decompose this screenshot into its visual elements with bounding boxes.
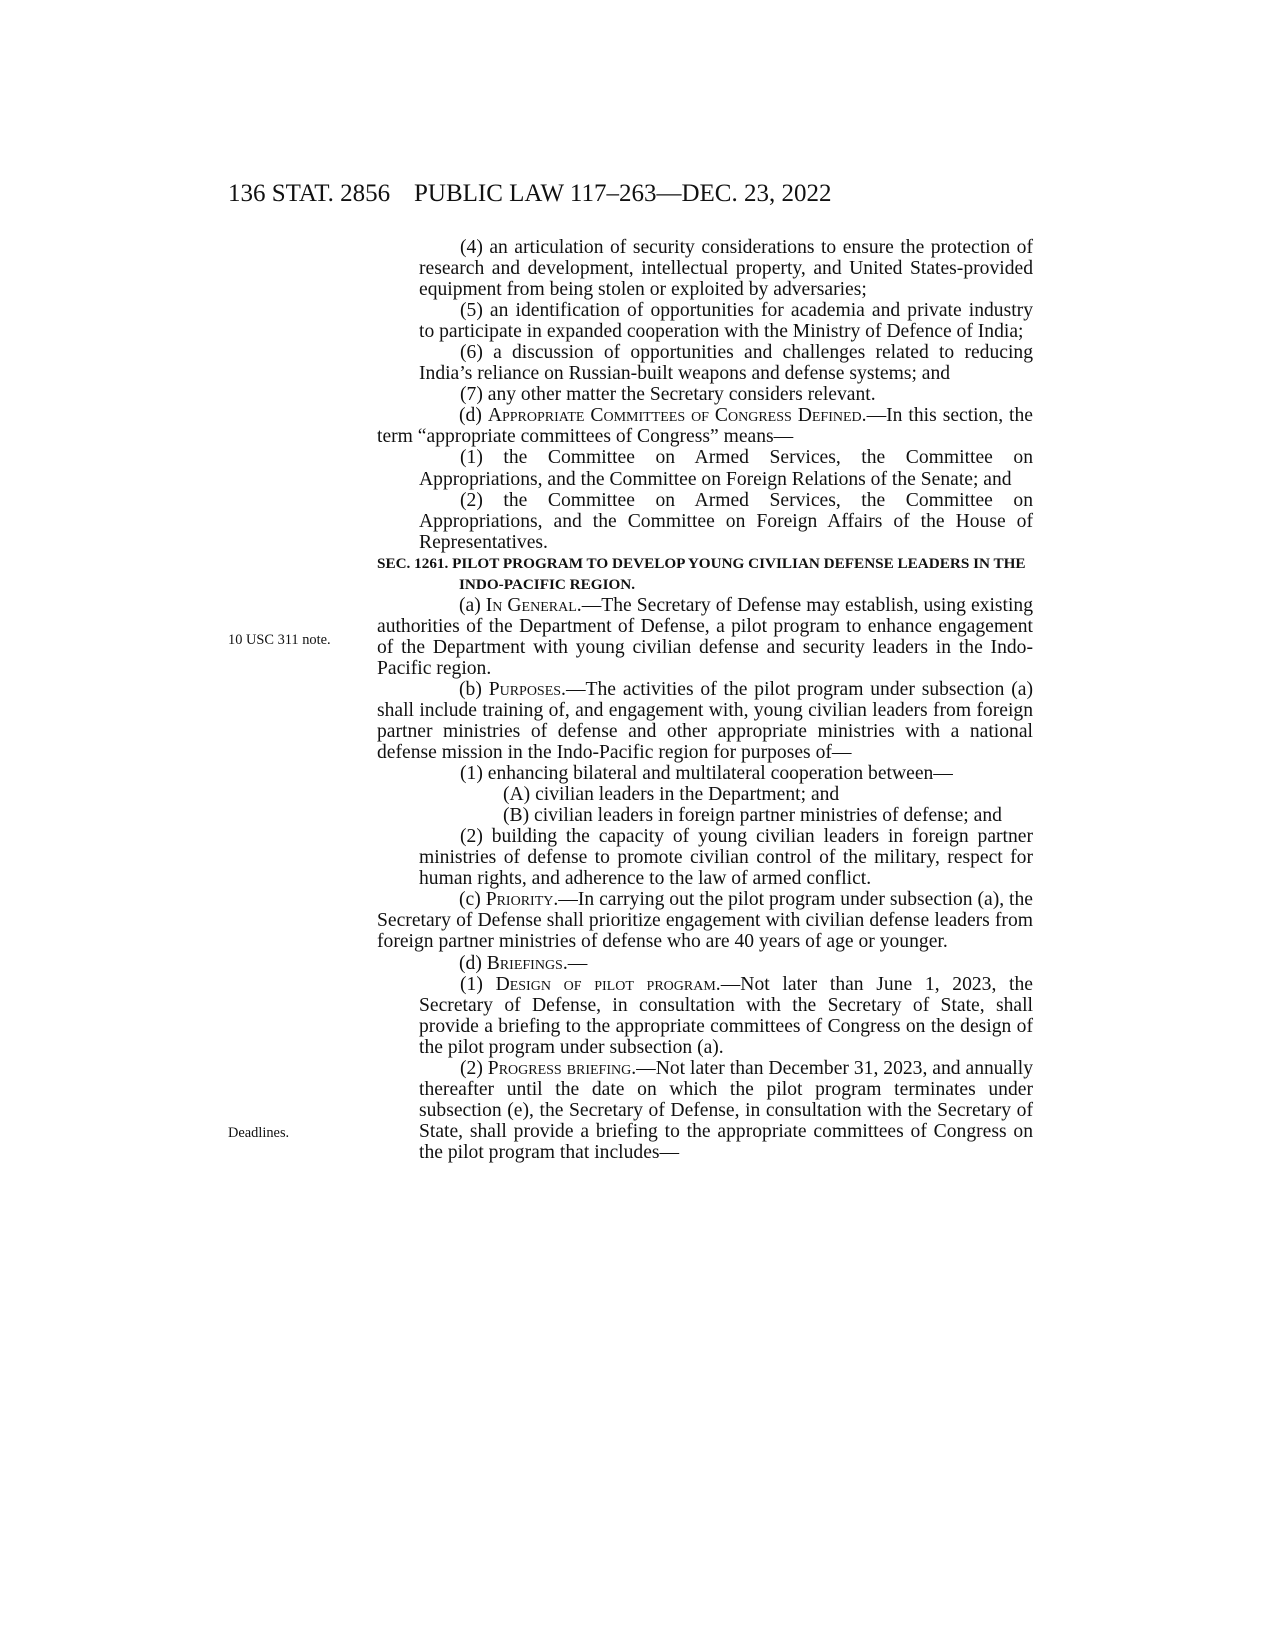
subsection-heading: Briefings. bbox=[486, 952, 568, 974]
subsection-heading: In General. bbox=[485, 594, 582, 616]
paragraph-b1: (1) enhancing bilateral and multilateral cooperation between— bbox=[460, 763, 953, 785]
paragraph-c4: (4) an articulation of security considerations to ensure the protection of research and development, intellectual property, and United States-provided equipment from being stolen or exploited by adversaries; bbox=[419, 237, 1033, 301]
section-heading: SEC. 1261. PILOT PROGRAM TO DEVELOP YOUNG CIVILIAN DEFENSE LEADERS IN THE INDO-PACIFIC REGION. bbox=[377, 554, 1026, 593]
subsection-number: (a) bbox=[459, 594, 481, 616]
paragraph-b2: (2) building the capacity of young civilian leaders in foreign partner ministries of defense to promote civilian control of the military, respect for human rights, and adherence to the law of armed conflict. bbox=[419, 826, 1033, 890]
paragraph-c6: (6) a discussion of opportunities and challenges related to reducing India’s reliance on Russian-built weapons and defense systems; and bbox=[419, 342, 1033, 385]
paragraph-c7: (7) any other matter the Secretary considers relevant. bbox=[460, 384, 876, 406]
subsection-a bbox=[377, 595, 1033, 679]
subsection-number: (d) bbox=[459, 952, 482, 974]
paragraph-number: (1) bbox=[460, 973, 483, 995]
paragraph-c5: (5) an identification of opportunities for academia and private industry to participate in expanded cooperation with the Ministry of Defence of India; bbox=[419, 300, 1033, 343]
paragraph-text: —Not later than December 31, 2023, and annually thereafter until the date on which the pilot program terminates under subsection (e), the Secretary of Defense, in consultation with the Secretary of State, shall provide a briefing to the appropriate committees of Congress on the pilot program that includes— bbox=[419, 1057, 1033, 1163]
subsection-text: —The activities of the pilot program under subsection (a) shall include training of, and engagement with, young civilian leaders from foreign partner ministries of defense and other appropriate ministries with a national defense mission in the Indo-Pacific region for purposes of— bbox=[377, 678, 1033, 764]
subsection-d-definitions bbox=[377, 405, 1033, 447]
paragraph-text: —Not later than June 1, 2023, the Secretary of Defense, in consultation with the Secretary of State, shall provide a briefing to the appropriate committees of Congress on the design of the pilot program under subsection (a). bbox=[419, 973, 1033, 1058]
paragraph-d-design bbox=[377, 974, 1033, 1058]
paragraph-number: (2) bbox=[460, 1057, 483, 1079]
subsection-d-briefings bbox=[377, 953, 1033, 974]
document-body bbox=[377, 237, 1033, 1163]
paragraph-d1: (1) the Committee on Armed Services, the Committee on Appropriations, and the Committee on Foreign Relations of the Senate; and bbox=[419, 447, 1033, 490]
margin-note-usc: 10 USC 311 note. bbox=[228, 632, 331, 648]
paragraph-d-progress bbox=[377, 1058, 1033, 1163]
paragraph-heading: Progress briefing. bbox=[487, 1057, 637, 1079]
paragraph-heading: Design of pilot program. bbox=[495, 973, 721, 995]
subparagraph-b1B: (B) civilian leaders in foreign partner ministries of defense; and bbox=[503, 805, 1002, 827]
subsection-text: — bbox=[567, 952, 588, 974]
subsection-text: —In this section, the term “appropriate committees of Congress” means— bbox=[377, 405, 1033, 448]
subsection-heading: Priority. bbox=[485, 889, 559, 911]
paragraph-d2: (2) the Committee on Armed Services, the Committee on Appropriations, and the Committee on Foreign Affairs of the House of Representatives. bbox=[419, 489, 1033, 553]
margin-note-deadlines: Deadlines. bbox=[228, 1125, 290, 1141]
subsection-number: (b) bbox=[459, 678, 482, 700]
subsection-c bbox=[377, 889, 1033, 952]
subparagraph-b1A: (A) civilian leaders in the Department; and bbox=[503, 784, 840, 806]
subsection-heading: Purposes. bbox=[488, 678, 566, 700]
subsection-text: —In carrying out the pilot program under subsection (a), the Secretary of Defense shall prioritize engagement with civilian defense leaders from foreign partner ministries of defense who are 40 years of age or younger. bbox=[377, 889, 1033, 953]
subsection-heading: Appropriate Committees of Congress Defined. bbox=[487, 405, 867, 427]
running-header: PUBLIC LAW 117–263—DEC. 23, 2022 bbox=[414, 180, 832, 207]
subsection-number: (d) bbox=[459, 405, 482, 427]
subsection-number: (c) bbox=[459, 889, 481, 911]
subsection-b bbox=[377, 679, 1033, 763]
stat-page-number: 136 STAT. 2856 bbox=[228, 180, 391, 207]
subsection-text: —The Secretary of Defense may establish, using existing authorities of the Department of Defense, a pilot program to enhance engagement of the Department with young civilian defense and security leaders in the Indo-Pacific region. bbox=[377, 594, 1033, 679]
